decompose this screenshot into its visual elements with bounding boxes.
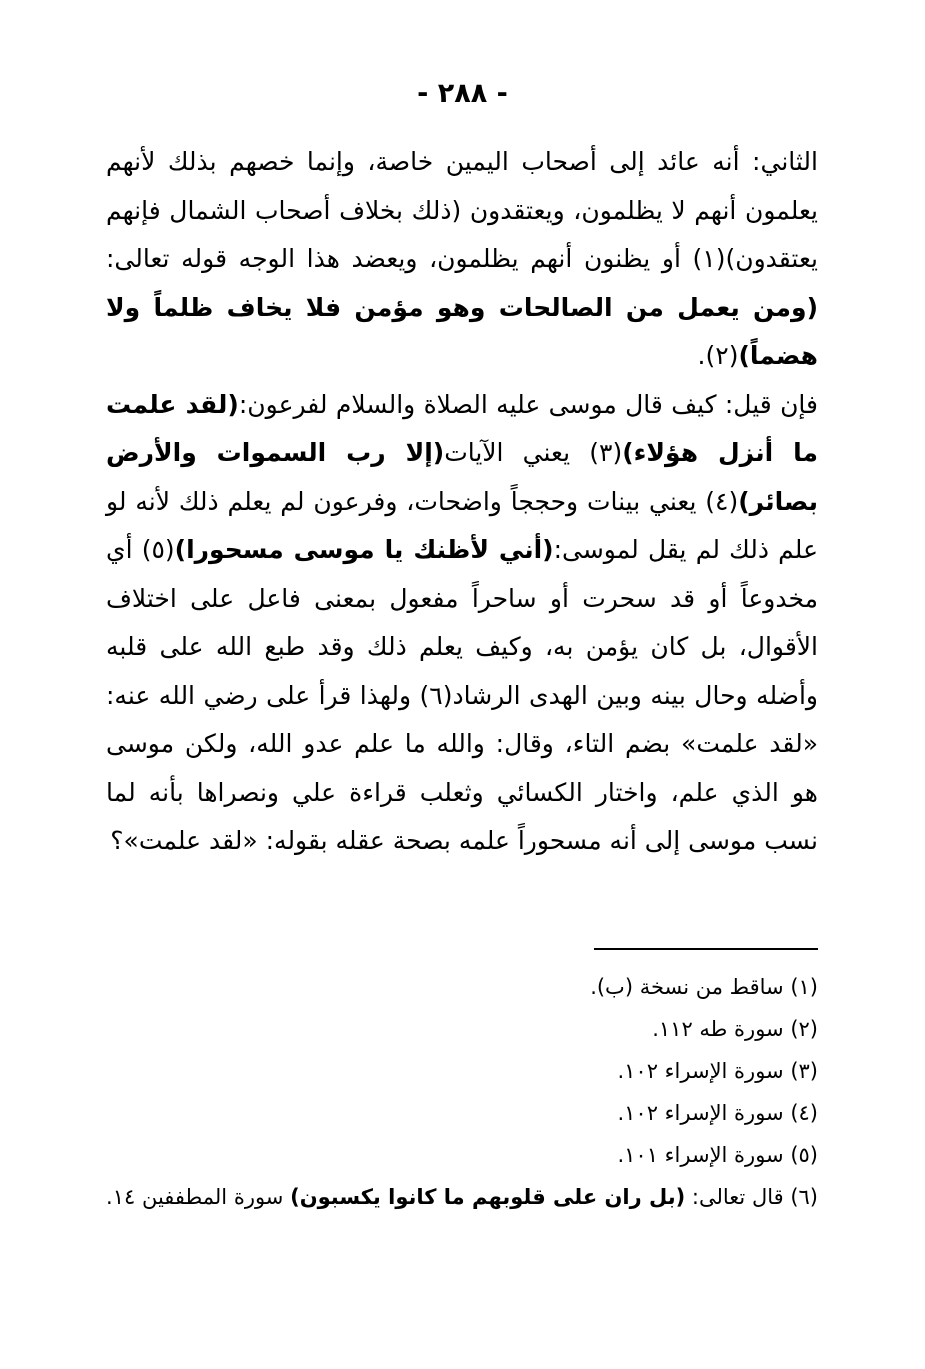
paragraph-text: الثاني: أنه عائد إلى أصحاب اليمين خاصة، وإنما خصهم بذلك لأنهم يعلمون أنهم لا يظلمون، ويعتقدون (ذلك بخلاف أصحاب الشمال فإنهم يعتقدون)(١) أو يظنون أنهم يظلمون، ويعضد هذا الوجه قوله تعالى: <box>106 147 818 273</box>
main-text <box>106 138 818 866</box>
paragraph-text: (٣) يعني الآيات <box>444 438 623 467</box>
footnote-text: (٦) قال تعالى: <box>691 1185 818 1209</box>
footnote-4: (٤) سورة الإسراء ١٠٢. <box>617 1101 818 1125</box>
footnote-2: (٢) سورة طه ١١٢. <box>652 1017 818 1041</box>
paragraph-text: (٤) يعني بينات وحججاً واضحات، وفرعون لم يعلم ذلك لأنه لو علم ذلك لم يقل لموسى: <box>106 486 818 564</box>
footnotes <box>106 966 818 1218</box>
quran-quote: (لقد علمت ما أنزل هؤلاء) <box>106 389 818 467</box>
quran-quote: (بل ران على قلوبهم ما كانوا يكسبون) <box>290 1185 686 1209</box>
paragraph-text: (٥) أي مخدوعاً أو قد سحرت أو ساحراً مفعول بمعنى فاعل على اختلاف الأقوال، بل كان يؤمن به، وكيف يعلم ذلك وقد طبع الله على قلبه وأضله وحال بينه وبين الهدى الرشاد(٦) ولهذا قرأ على رضي الله عنه: «لقد علمت» بضم التاء، وقال: والله ما علم عدو الله، ولكن موسى هو الذي علم، واختار الكسائي وثعلب قراءة علي ونصراها بأنه لما نسب موسى إلى أنه مسحوراً علمه بصحة عقله بقوله: «لقد علمت»؟ <box>106 535 818 855</box>
paragraph-text: (٢). <box>697 341 739 370</box>
footnote-3: (٣) سورة الإسراء ١٠٢. <box>617 1059 818 1083</box>
quran-quote: (أني لأظنك يا موسى مسحورا) <box>174 535 554 564</box>
footnote-separator <box>594 948 818 950</box>
quran-quote: (ومن يعمل من الصالحات وهو مؤمن فلا يخاف ظلماً ولا هضماً) <box>106 292 818 370</box>
footnote-1: (١) ساقط من نسخة (ب). <box>590 975 818 999</box>
quran-quote: (إلا رب السموات والأرض بصائر) <box>106 438 818 516</box>
footnote-text: سورة المطففين ١٤. <box>106 1185 284 1209</box>
footnote-6 <box>106 1176 818 1218</box>
paragraph-1 <box>106 138 818 381</box>
page-number: - ٢٨٨ - <box>417 78 508 109</box>
footnote-5: (٥) سورة الإسراء ١٠١. <box>617 1143 818 1167</box>
paragraph-text: فإن قيل: كيف قال موسى عليه الصلاة والسلام لفرعون: <box>238 389 819 419</box>
paragraph-2 <box>106 381 818 866</box>
